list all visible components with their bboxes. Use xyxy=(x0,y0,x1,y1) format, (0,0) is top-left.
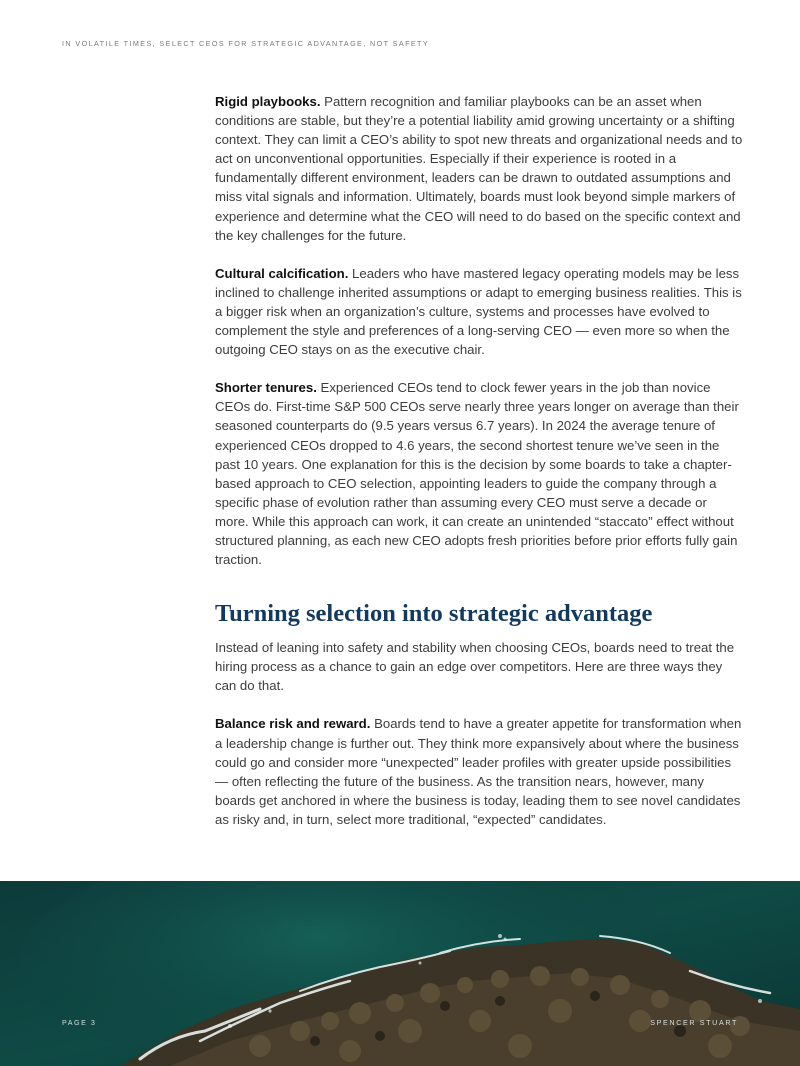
brand-name: SPENCER STUART xyxy=(650,1018,738,1027)
section-intro: Instead of leaning into safety and stability when choosing CEOs, boards need to treat the hiring process as a chance to gain an edge over competitors. Here are three ways they can do that. xyxy=(215,640,735,694)
running-header: IN VOLATILE TIMES, SELECT CEOS FOR STRATEGIC ADVANTAGE, NOT SAFETY xyxy=(62,39,430,48)
paragraph-lead: Cultural calcification. xyxy=(215,265,349,281)
paragraph-text: Boards tend to have a greater appetite for transformation when a leadership change is further out. They think more expansively about where the business could go and consider more “unexpected” leader profiles with greater upside possibilities — often reflecting the future of the business. As the transition nears, however, many boards get anchored in where the business is today, leading them to see novel candidates as risky and, in turn, select more traditional, “expected” candidates. xyxy=(215,716,742,827)
paragraph-rigid-playbooks xyxy=(215,92,743,245)
paragraph-lead: Rigid playbooks. xyxy=(215,94,321,109)
paragraph-shorter-tenures xyxy=(215,378,743,569)
paragraph-balance-risk xyxy=(215,714,743,829)
paragraph-text: Pattern recognition and familiar playbooks can be an asset when conditions are stable, but they’re a potential liability amid growing uncertainty or a shifting context. They can limit a CEO’s ability to spot new threats and organizational needs and to act on unconventional opportunities. Especially if their experience is rooted in a fundamentally different environment, leaders can be drawn to outdated assumptions and miss vital signals and information. Ultimately, boards must look beyond simple markers of experience and determine what the CEO will need to do based on the specific context and the key challenges for the future. xyxy=(215,94,743,243)
paragraph-lead: Balance risk and reward. xyxy=(215,716,371,732)
paragraph-cultural-calcification xyxy=(215,264,743,359)
page-number: PAGE 3 xyxy=(62,1018,97,1027)
coastline-photo xyxy=(0,881,800,1066)
paragraph-lead: Shorter tenures. xyxy=(215,380,317,396)
paragraph-text: Experienced CEOs tend to clock fewer years in the job than novice CEOs do. First-time S&P 500 CEOs serve nearly three years longer on average than their seasoned counterparts do (9.5 years versus 6.7 years). In 2024 the average tenure of experienced CEOs dropped to 4.6 years, the second shortest tenure we’ve seen in the past 10 years. One explanation for this is the decision by some boards to take a chapter-based approach to CEO selection, appointing leaders to guide the company through a specific phase of evolution rather than assuming every CEO must serve a decade or more. While this approach can work, it can create an unintended “staccato” effect without structured planning, as each new CEO adopts fresh priorities before prior efforts fully gain traction. xyxy=(215,380,739,568)
section-heading: Turning selection into strategic advantage xyxy=(215,600,653,628)
article-body xyxy=(215,92,743,848)
paragraph-text: Leaders who have mastered legacy operating models may be less inclined to challenge inherited assumptions or adapt to emerging business realities. This is a bigger risk when an organization’s culture, systems and processes have evolved to complement the style and preferences of a long-serving CEO — even more so when the outgoing CEO stays on as the executive chair. xyxy=(215,265,742,358)
